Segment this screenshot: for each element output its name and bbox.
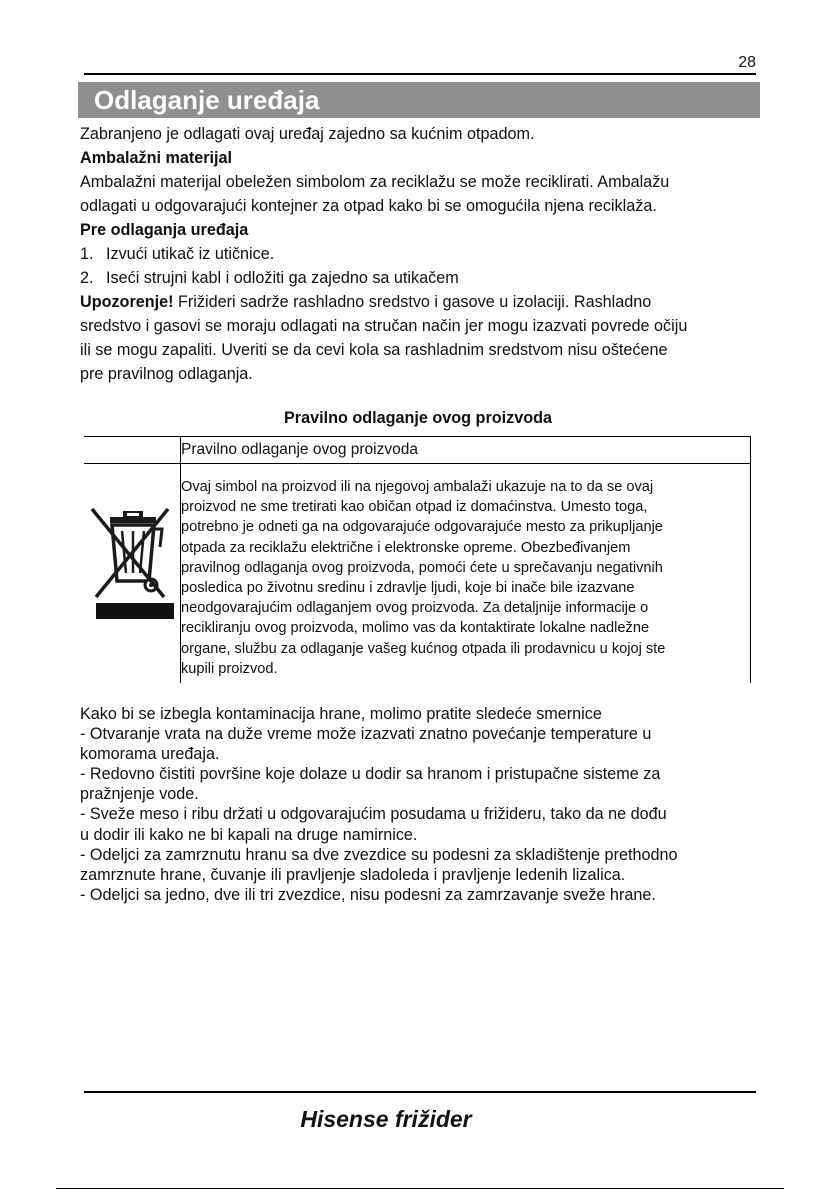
guidelines-intro: Kako bi se izbegla kontaminacija hrane, molimo pratite sledeće smernice <box>80 705 602 723</box>
table-body-cell <box>181 477 747 679</box>
warning-text-line: sredstvo i gasovi se moraju odlagati na stručan način jer mogu izazvati povrede očiju <box>80 317 688 335</box>
table-header-cell: Pravilno odlaganje ovog proizvoda <box>181 441 418 458</box>
guideline-line: zamrznute hrane, čuvanje ili pravljenje sladoleda i pravljenje ledenih lizalica. <box>80 865 626 884</box>
header-rule <box>84 73 756 75</box>
guideline-line: pražnjenje vode. <box>80 785 199 804</box>
guideline-line: - Sveže meso i ribu držati u odgovarajućim posudama u frižideru, tako da ne dođu <box>80 805 667 824</box>
table-body-line: pravilnog odlaganja ovog proizvoda, pomoći ćete u sprečavanju negativnih <box>181 559 663 576</box>
table-body-line: otpada za reciklažu električne i elektronske opreme. Obezbeđivanjem <box>181 539 631 556</box>
list-text: Iseći strujni kabl i odložiti ga zajedno sa utikačem <box>106 269 459 287</box>
table-body-line: potrebno je odneti ga na odgovarajuće odgovarajuće mesto za prikupljanje <box>181 519 663 536</box>
food-safety-guidelines <box>80 704 760 905</box>
table-body-line: organe, službu za odlaganje vašeg kućnog otpada ili prodavnicu u kojoj ste <box>181 640 666 657</box>
guideline-line: - Otvaranje vrata na duže vreme može izazvati znatno povećanje temperature u <box>80 725 652 744</box>
packaging-heading: Ambalažni materijal <box>80 149 233 167</box>
table-body-line: neodgovarajućim odlaganjem ovog proizvoda. Za detaljnije informacije o <box>181 600 649 617</box>
list-number: 2. <box>80 269 94 287</box>
warning-label: Upozorenje! <box>80 293 174 311</box>
guideline-line: - Odeljci sa jedno, dve ili tri zvezdice, nisu podesni za zamrzavanje sveže hrane. <box>80 885 656 904</box>
footer-brand: Hisense frižider <box>300 1106 472 1132</box>
table-body-line: recikliranju ovog proizvoda, molimo vas da kontaktirate lokalne nadležne <box>181 620 650 637</box>
section-title: Odlaganje uređaja <box>78 82 760 118</box>
table-body-line: proizvod ne sme tretirati kao običan otpad iz domaćinstva. Umesto toga, <box>181 499 648 516</box>
table-body-line: Ovaj simbol na proizvod ili na njegovoj ambalaži ukazuje na to da se ovaj <box>181 479 654 495</box>
warning-text-line: ili se mogu zapaliti. Uveriti se da cevi kola sa rashladnim sredstvom nisu oštećene <box>80 341 668 359</box>
before-disposal-heading: Pre odlaganja uređaja <box>80 221 249 239</box>
footer-rule <box>84 1091 756 1093</box>
disposal-table <box>84 436 751 683</box>
guideline-line: komorama uređaja. <box>80 745 220 764</box>
guideline-line: - Odeljci za zamrznutu hranu sa dve zvezdice su podesni za skladištenje prethodno <box>80 845 678 864</box>
intro-text: Zabranjeno je odlagati ovaj uređaj zajedno sa kućnim otpadom. <box>80 125 535 143</box>
packaging-text-line: odlagati u odgovarajući kontejner za otpad kako bi se omogućila njena reciklaža. <box>80 197 657 215</box>
list-item <box>80 242 760 266</box>
list-item <box>80 266 760 290</box>
warning-text: Frižideri sadrže rashladno sredstvo i gasove u izolaciji. Rashladno <box>173 293 652 311</box>
guideline-line: u dodir ili kako ne bi kapali na druge namirnice. <box>80 825 418 844</box>
table-row-divider <box>84 463 750 464</box>
guideline-line: - Redovno čistiti površine koje dolaze u dodir sa hranom i pristupačne sisteme za <box>80 765 661 784</box>
warning-paragraph <box>80 290 760 314</box>
list-text: Izvući utikač iz utičnice. <box>106 245 275 263</box>
table-body-line: kupili proizvod. <box>181 660 278 677</box>
crossed-out-wheelie-bin-icon <box>88 499 174 624</box>
packaging-text-line: Ambalažni materijal obeležen simbolom za reciklažu se može reciklirati. Ambalažu <box>80 173 670 191</box>
disposal-instructions <box>80 122 760 386</box>
page-number: 28 <box>738 54 756 71</box>
bottom-rule <box>56 1188 784 1189</box>
list-number: 1. <box>80 245 94 263</box>
table-body-line: posledica po životnu sredinu i zdravlje ljudi, koje bi inače bile izazvane <box>181 580 635 597</box>
table-caption: Pravilno odlaganje ovog proizvoda <box>283 409 553 427</box>
warning-text-line: pre pravilnog odlaganja. <box>80 365 253 383</box>
